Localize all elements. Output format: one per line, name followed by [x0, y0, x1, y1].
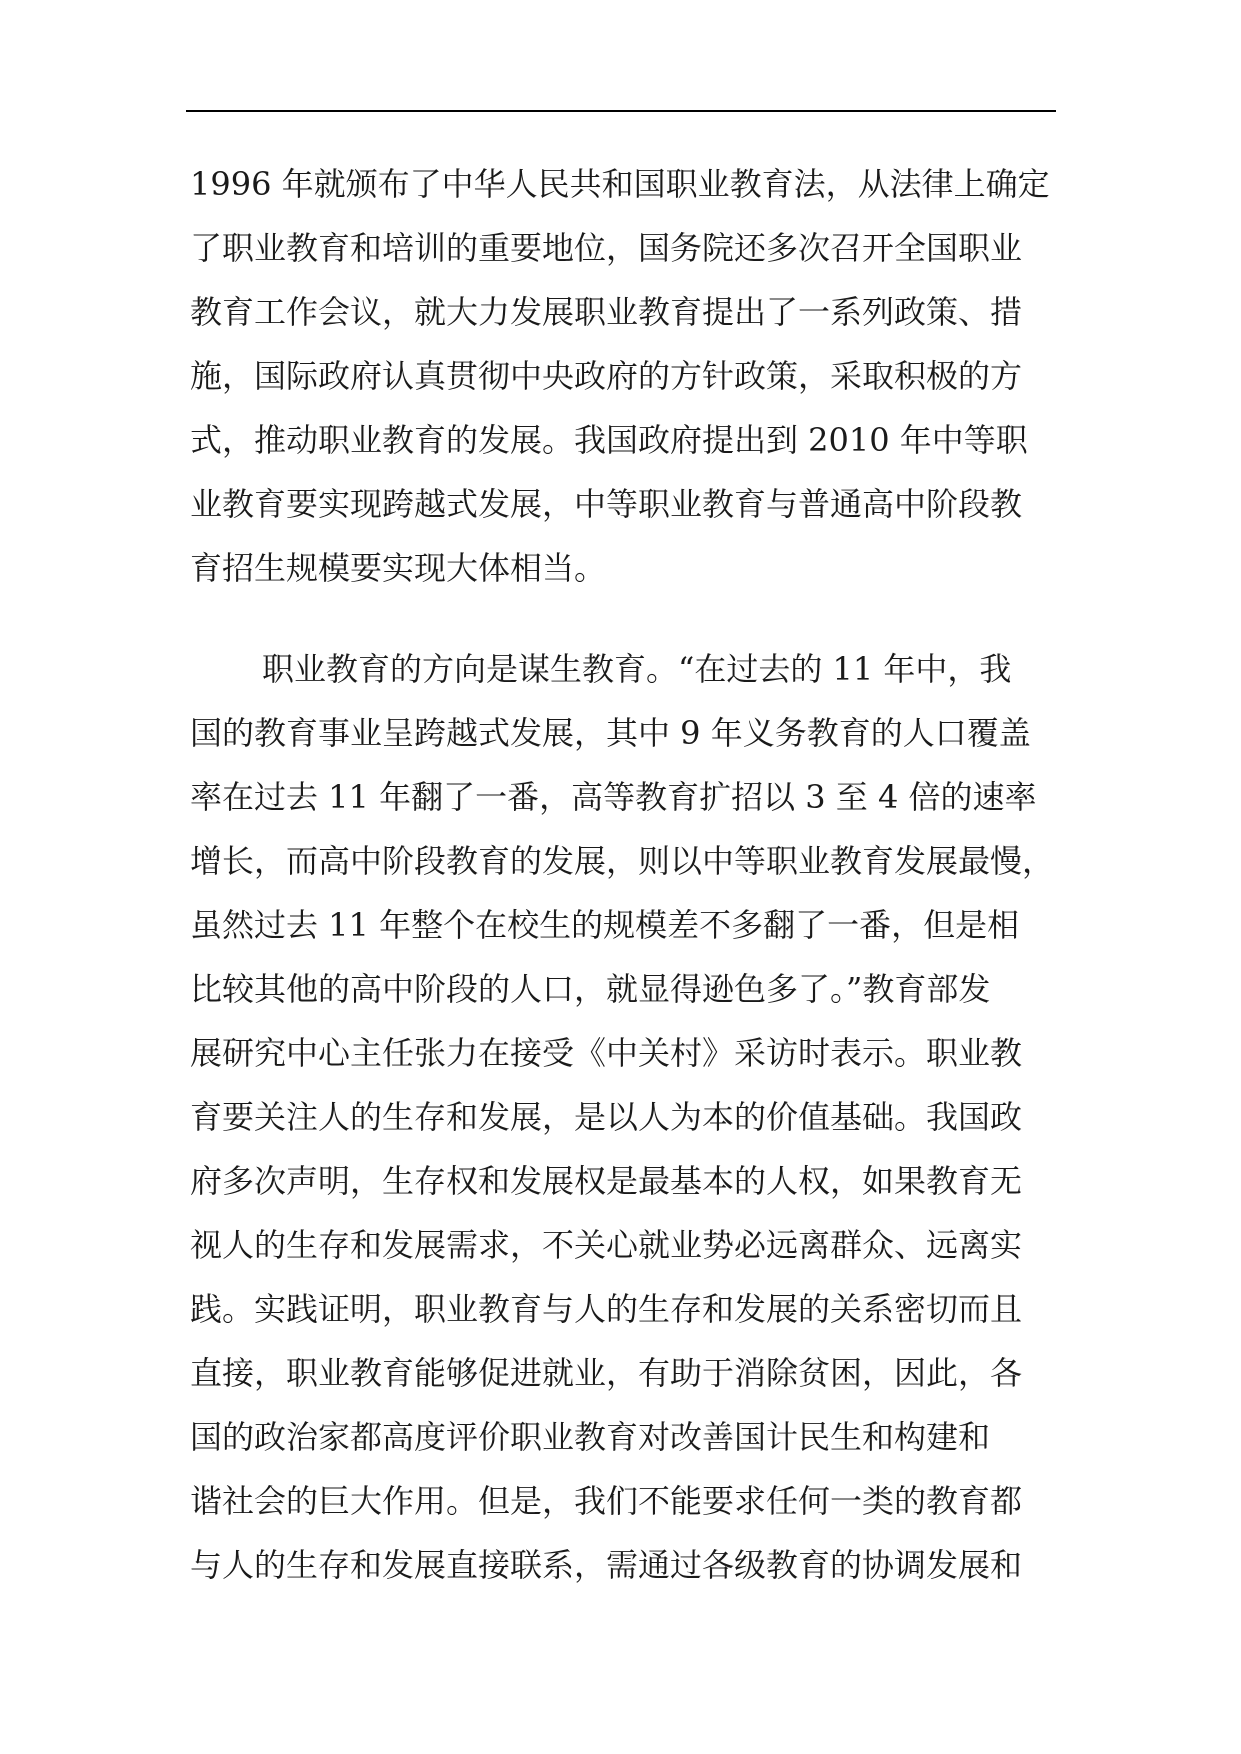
paragraph — [190, 637, 1060, 1597]
text-line: 虽然过去 11 年整个在校生的规模差不多翻了一番，但是相 — [190, 906, 1020, 944]
text-line: 国的政治家都高度评价职业教育对改善国计民生和构建和 — [190, 1418, 991, 1456]
text-line: 直接，职业教育能够促进就业，有助于消除贫困，因此，各 — [190, 1354, 1023, 1392]
header-rule — [186, 110, 1056, 112]
text-line: 国的教育事业呈跨越式发展，其中 9 年义务教育的人口覆盖 — [190, 714, 1031, 752]
text-line: 府多次声明，生存权和发展权是最基本的人权，如果教育无 — [190, 1162, 1023, 1200]
text-line: 式，推动职业教育的发展。我国政府提出到 2010 年中等职 — [190, 421, 1028, 459]
text-line: 增长，而高中阶段教育的发展，则以中等职业教育发展最慢， — [190, 842, 1055, 880]
text-line: 视人的生存和发展需求，不关心就业势必远离群众、远离实 — [190, 1226, 1023, 1264]
text-line: 展研究中心主任张力在接受《中关村》采访时表示。职业教 — [190, 1034, 1023, 1072]
text-line: 谐社会的巨大作用。但是，我们不能要求任何一类的教育都 — [190, 1482, 1023, 1520]
text-line: 1996 年就颁布了中华人民共和国职业教育法，从法律上确定 — [190, 165, 1050, 203]
text-line: 比较其他的高中阶段的人口，就显得逊色多了。”教育部发 — [190, 970, 991, 1008]
text-line: 育招生规模要实现大体相当。 — [190, 549, 607, 587]
text-line: 育要关注人的生存和发展，是以人为本的价值基础。我国政 — [190, 1098, 1023, 1136]
text-line: 与人的生存和发展直接联系，需通过各级教育的协调发展和 — [190, 1546, 1023, 1584]
text-line: 施，国际政府认真贯彻中央政府的方针政策，采取积极的方 — [190, 357, 1023, 395]
text-line: 践。实践证明，职业教育与人的生存和发展的关系密切而且 — [190, 1290, 1023, 1328]
text-line: 了职业教育和培训的重要地位，国务院还多次召开全国职业 — [190, 229, 1023, 267]
text-line: 业教育要实现跨越式发展，中等职业教育与普通高中阶段教 — [190, 485, 1023, 523]
paragraph — [190, 152, 1060, 600]
text-line: 率在过去 11 年翻了一番，高等教育扩招以 3 至 4 倍的速率 — [190, 778, 1037, 816]
text-line: 职业教育的方向是谋生教育。“在过去的 11 年中，我 — [262, 650, 1012, 688]
text-line: 教育工作会议，就大力发展职业教育提出了一系列政策、措 — [190, 293, 1023, 331]
